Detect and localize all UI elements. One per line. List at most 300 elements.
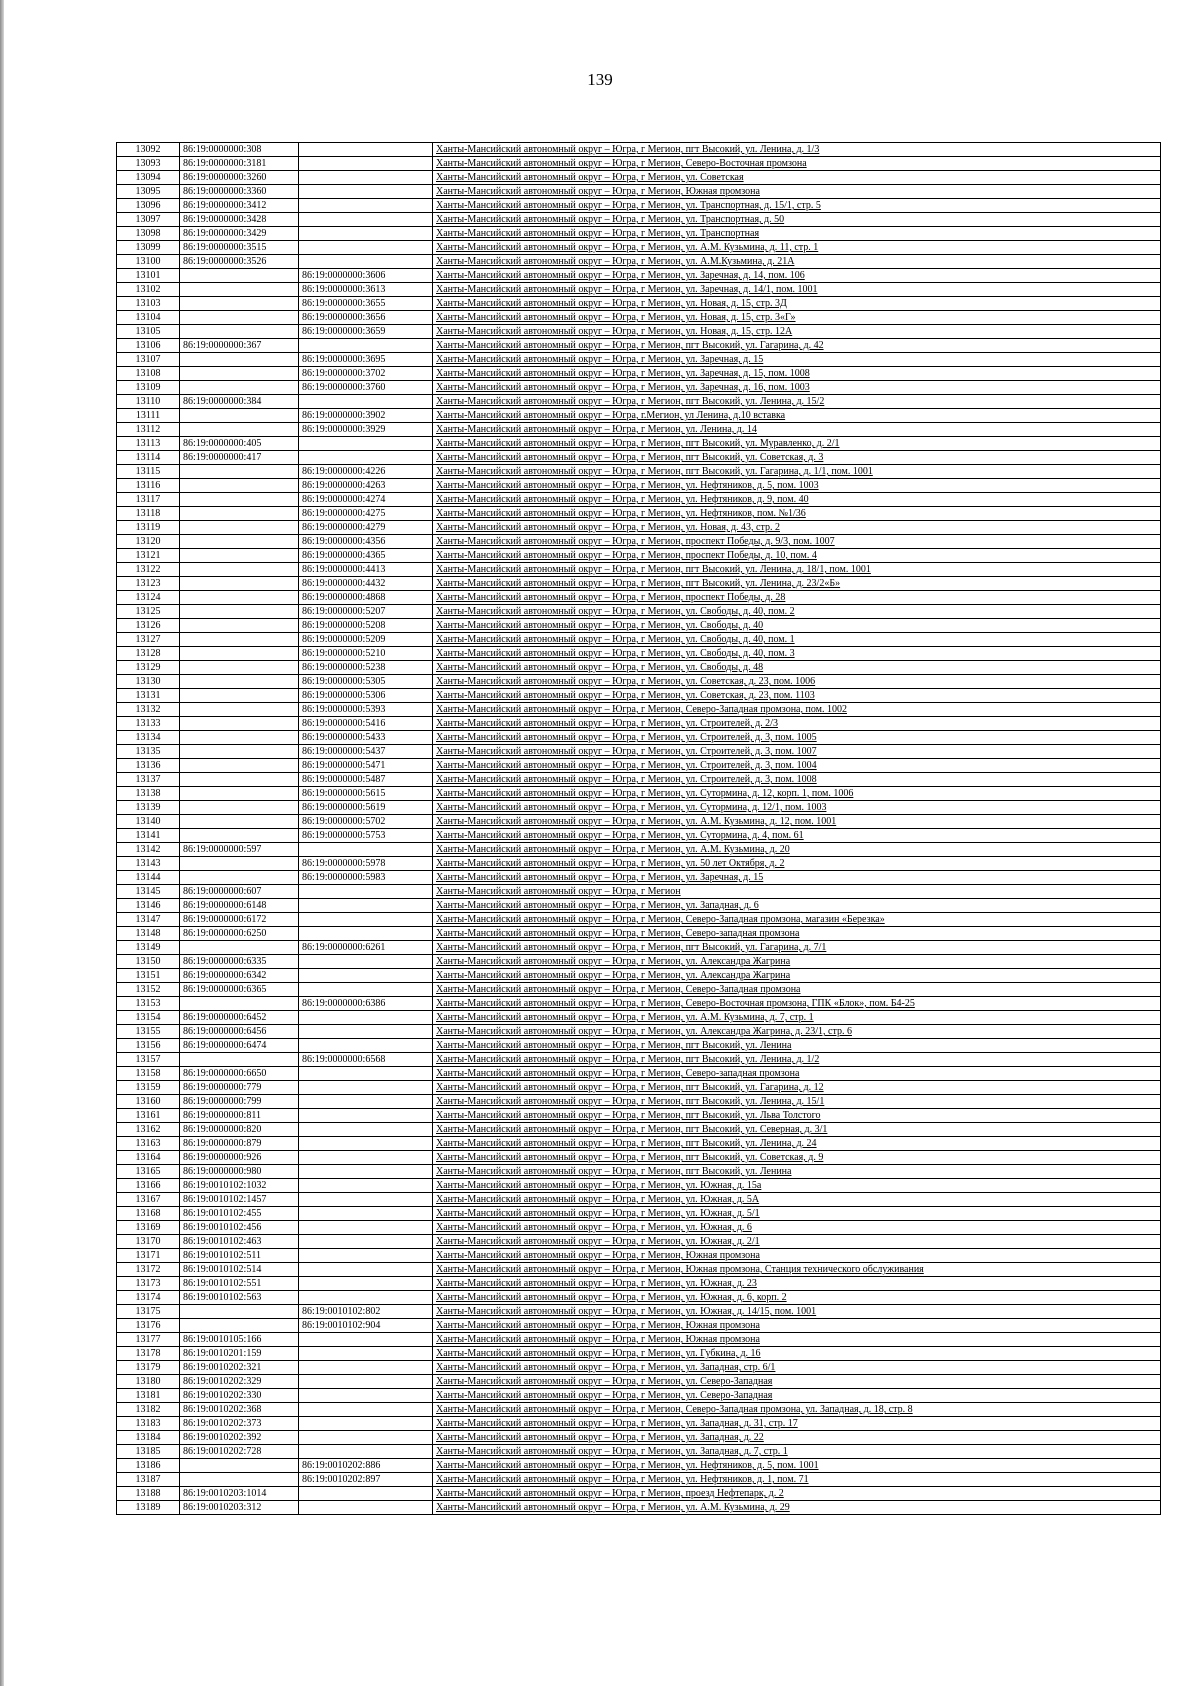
land-cadastral-number-cell [180, 577, 299, 591]
address-cell: Ханты-Мансийский автономный округ – Югра, г Мегион, ул. Транспортная [433, 227, 1161, 241]
row-number-cell: 13135 [117, 745, 180, 759]
table-row [117, 1179, 1161, 1193]
land-cadastral-number-cell [180, 675, 299, 689]
table-row [117, 367, 1161, 381]
table-row [117, 829, 1161, 843]
table-row [117, 1025, 1161, 1039]
table-row [117, 1361, 1161, 1375]
land-cadastral-number-cell: 86:19:0010102:455 [180, 1207, 299, 1221]
land-cadastral-number-cell: 86:19:0010203:312 [180, 1501, 299, 1515]
row-number-cell: 13127 [117, 633, 180, 647]
table-row [117, 647, 1161, 661]
address-cell: Ханты-Мансийский автономный округ – Югра, г Мегион, проспект Победы, д. 28 [433, 591, 1161, 605]
object-cadastral-number-cell [299, 255, 433, 269]
land-cadastral-number-cell: 86:19:0000000:6172 [180, 913, 299, 927]
table-row [117, 423, 1161, 437]
object-cadastral-number-cell [299, 1109, 433, 1123]
table-row [117, 1291, 1161, 1305]
address-cell: Ханты-Мансийский автономный округ – Югра, г Мегион, ул. Строителей, д. 3, пом. 1007 [433, 745, 1161, 759]
object-cadastral-number-cell: 86:19:0000000:4274 [299, 493, 433, 507]
table-row [117, 591, 1161, 605]
object-cadastral-number-cell: 86:19:0000000:3656 [299, 311, 433, 325]
object-cadastral-number-cell: 86:19:0000000:3902 [299, 409, 433, 423]
land-cadastral-number-cell [180, 311, 299, 325]
object-cadastral-number-cell: 86:19:0000000:6386 [299, 997, 433, 1011]
table-row [117, 1473, 1161, 1487]
object-cadastral-number-cell [299, 899, 433, 913]
object-cadastral-number-cell: 86:19:0000000:4263 [299, 479, 433, 493]
address-cell: Ханты-Мансийский автономный округ – Югра, г Мегион, ул. А.М. Кузьмина, д. 20 [433, 843, 1161, 857]
land-cadastral-number-cell: 86:19:0010202:368 [180, 1403, 299, 1417]
object-cadastral-number-cell: 86:19:0000000:4413 [299, 563, 433, 577]
row-number-cell: 13188 [117, 1487, 180, 1501]
object-cadastral-number-cell [299, 1347, 433, 1361]
table-row [117, 563, 1161, 577]
land-cadastral-number-cell: 86:19:0010102:463 [180, 1235, 299, 1249]
row-number-cell: 13112 [117, 423, 180, 437]
table-row [117, 311, 1161, 325]
row-number-cell: 13104 [117, 311, 180, 325]
address-cell: Ханты-Мансийский автономный округ – Югра, г Мегион, ул. Ленина, д. 14 [433, 423, 1161, 437]
row-number-cell: 13149 [117, 941, 180, 955]
object-cadastral-number-cell [299, 1417, 433, 1431]
object-cadastral-number-cell [299, 1207, 433, 1221]
address-cell: Ханты-Мансийский автономный округ – Югра, г.Мегион, ул Ленина, д.10 вставка [433, 409, 1161, 423]
object-cadastral-number-cell: 86:19:0000000:5983 [299, 871, 433, 885]
object-cadastral-number-cell [299, 1025, 433, 1039]
row-number-cell: 13147 [117, 913, 180, 927]
row-number-cell: 13163 [117, 1137, 180, 1151]
land-cadastral-number-cell: 86:19:0000000:3429 [180, 227, 299, 241]
table-row [117, 1431, 1161, 1445]
address-cell: Ханты-Мансийский автономный округ – Югра, г Мегион, ул. Александра Жагрина [433, 955, 1161, 969]
object-cadastral-number-cell [299, 983, 433, 997]
row-number-cell: 13131 [117, 689, 180, 703]
land-cadastral-number-cell: 86:19:0010202:330 [180, 1389, 299, 1403]
row-number-cell: 13124 [117, 591, 180, 605]
land-cadastral-number-cell [180, 815, 299, 829]
object-cadastral-number-cell [299, 157, 433, 171]
land-cadastral-number-cell: 86:19:0000000:3412 [180, 199, 299, 213]
object-cadastral-number-cell [299, 843, 433, 857]
address-cell: Ханты-Мансийский автономный округ – Югра, г Мегион, ул. 50 лет Октября, д. 2 [433, 857, 1161, 871]
address-cell: Ханты-Мансийский автономный округ – Югра, г Мегион, пгт Высокий, ул. Ленина, д. 18/1, пом. 1001 [433, 563, 1161, 577]
object-cadastral-number-cell [299, 955, 433, 969]
table-row [117, 381, 1161, 395]
address-cell: Ханты-Мансийский автономный округ – Югра, г Мегион, Северо-Восточная промзона, ГПК «Блок», пом. Б4-25 [433, 997, 1161, 1011]
row-number-cell: 13137 [117, 773, 180, 787]
table-row [117, 185, 1161, 199]
address-cell: Ханты-Мансийский автономный округ – Югра, г Мегион, пгт Высокий, ул. Льва Толстого [433, 1109, 1161, 1123]
row-number-cell: 13182 [117, 1403, 180, 1417]
row-number-cell: 13152 [117, 983, 180, 997]
address-cell: Ханты-Мансийский автономный округ – Югра, г Мегион, ул. Заречная, д. 15 [433, 353, 1161, 367]
row-number-cell: 13133 [117, 717, 180, 731]
address-cell: Ханты-Мансийский автономный округ – Югра, г Мегион, ул. Сутормина, д. 4, пом. 61 [433, 829, 1161, 843]
object-cadastral-number-cell [299, 1375, 433, 1389]
object-cadastral-number-cell: 86:19:0000000:5306 [299, 689, 433, 703]
table-row [117, 1403, 1161, 1417]
address-cell: Ханты-Мансийский автономный округ – Югра, г Мегион, ул. А.М. Кузьмина, д. 29 [433, 1501, 1161, 1515]
land-cadastral-number-cell [180, 829, 299, 843]
row-number-cell: 13184 [117, 1431, 180, 1445]
row-number-cell: 13169 [117, 1221, 180, 1235]
object-cadastral-number-cell [299, 1067, 433, 1081]
land-cadastral-number-cell: 86:19:0010202:321 [180, 1361, 299, 1375]
address-cell: Ханты-Мансийский автономный округ – Югра, г Мегион, Южная промзона [433, 1333, 1161, 1347]
table-row [117, 549, 1161, 563]
address-cell: Ханты-Мансийский автономный округ – Югра, г Мегион, Южная промзона [433, 1249, 1161, 1263]
address-cell: Ханты-Мансийский автономный округ – Югра, г Мегион, ул. Нефтяников, д. 5, пом. 1001 [433, 1459, 1161, 1473]
address-cell: Ханты-Мансийский автономный округ – Югра, г Мегион, проезд Нефтепарк, д. 2 [433, 1487, 1161, 1501]
address-cell: Ханты-Мансийский автономный округ – Югра, г Мегион, ул. Новая, д. 15, стр. 3«Г» [433, 311, 1161, 325]
land-cadastral-number-cell: 86:19:0000000:308 [180, 143, 299, 157]
land-cadastral-number-cell [180, 1053, 299, 1067]
address-cell: Ханты-Мансийский автономный округ – Югра, г Мегион, ул. Южная, д. 5А [433, 1193, 1161, 1207]
land-cadastral-number-cell: 86:19:0010102:511 [180, 1249, 299, 1263]
registry-table [116, 142, 1161, 1515]
table-row [117, 619, 1161, 633]
row-number-cell: 13139 [117, 801, 180, 815]
land-cadastral-number-cell [180, 1319, 299, 1333]
address-cell: Ханты-Мансийский автономный округ – Югра, г Мегион, ул. Северо-Западная [433, 1389, 1161, 1403]
address-cell: Ханты-Мансийский автономный округ – Югра, г Мегион, пгт Высокий, ул. Гагарина, д. 7/1 [433, 941, 1161, 955]
row-number-cell: 13178 [117, 1347, 180, 1361]
address-cell: Ханты-Мансийский автономный округ – Югра, г Мегион, ул. Заречная, д. 14/1, пом. 1001 [433, 283, 1161, 297]
table-row [117, 717, 1161, 731]
object-cadastral-number-cell: 86:19:0000000:5433 [299, 731, 433, 745]
land-cadastral-number-cell: 86:19:0000000:980 [180, 1165, 299, 1179]
address-cell: Ханты-Мансийский автономный округ – Югра, г Мегион, ул. Свободы, д. 40 [433, 619, 1161, 633]
land-cadastral-number-cell [180, 647, 299, 661]
land-cadastral-number-cell: 86:19:0000000:6650 [180, 1067, 299, 1081]
row-number-cell: 13176 [117, 1319, 180, 1333]
table-row [117, 1319, 1161, 1333]
address-cell: Ханты-Мансийский автономный округ – Югра, г Мегион, ул. Заречная, д. 16, пом. 1003 [433, 381, 1161, 395]
table-row [117, 661, 1161, 675]
table-row [117, 899, 1161, 913]
row-number-cell: 13171 [117, 1249, 180, 1263]
address-cell: Ханты-Мансийский автономный округ – Югра, г Мегион, ул. Южная, д. 2/1 [433, 1235, 1161, 1249]
object-cadastral-number-cell [299, 213, 433, 227]
object-cadastral-number-cell: 86:19:0000000:5393 [299, 703, 433, 717]
table-row [117, 1221, 1161, 1235]
object-cadastral-number-cell [299, 969, 433, 983]
object-cadastral-number-cell: 86:19:0000000:4356 [299, 535, 433, 549]
row-number-cell: 13151 [117, 969, 180, 983]
land-cadastral-number-cell [180, 689, 299, 703]
table-row [117, 325, 1161, 339]
table-row [117, 451, 1161, 465]
object-cadastral-number-cell [299, 395, 433, 409]
row-number-cell: 13186 [117, 1459, 180, 1473]
address-cell: Ханты-Мансийский автономный округ – Югра, г Мегион, ул. А.М. Кузьмина, д. 7, стр. 1 [433, 1011, 1161, 1025]
table-row [117, 521, 1161, 535]
row-number-cell: 13120 [117, 535, 180, 549]
table-row [117, 171, 1161, 185]
object-cadastral-number-cell: 86:19:0010202:886 [299, 1459, 433, 1473]
table-row [117, 1417, 1161, 1431]
table-row [117, 815, 1161, 829]
object-cadastral-number-cell: 86:19:0000000:3702 [299, 367, 433, 381]
object-cadastral-number-cell: 86:19:0000000:3760 [299, 381, 433, 395]
address-cell: Ханты-Мансийский автономный округ – Югра, г Мегион, ул. Александра Жагрина [433, 969, 1161, 983]
address-cell: Ханты-Мансийский автономный округ – Югра, г Мегион [433, 885, 1161, 899]
land-cadastral-number-cell: 86:19:0010102:456 [180, 1221, 299, 1235]
table-row [117, 969, 1161, 983]
table-row [117, 283, 1161, 297]
land-cadastral-number-cell: 86:19:0000000:6335 [180, 955, 299, 969]
table-row [117, 731, 1161, 745]
object-cadastral-number-cell: 86:19:0000000:5471 [299, 759, 433, 773]
row-number-cell: 13113 [117, 437, 180, 451]
object-cadastral-number-cell [299, 241, 433, 255]
row-number-cell: 13161 [117, 1109, 180, 1123]
land-cadastral-number-cell: 86:19:0000000:3515 [180, 241, 299, 255]
object-cadastral-number-cell: 86:19:0000000:4868 [299, 591, 433, 605]
land-cadastral-number-cell [180, 1473, 299, 1487]
address-cell: Ханты-Мансийский автономный округ – Югра, г Мегион, Северо-западная промзона [433, 927, 1161, 941]
row-number-cell: 13150 [117, 955, 180, 969]
land-cadastral-number-cell: 86:19:0010102:1457 [180, 1193, 299, 1207]
land-cadastral-number-cell: 86:19:0010105:166 [180, 1333, 299, 1347]
address-cell: Ханты-Мансийский автономный округ – Югра, г Мегион, ул. Западная, д. 7, стр. 1 [433, 1445, 1161, 1459]
table-row [117, 1095, 1161, 1109]
row-number-cell: 13130 [117, 675, 180, 689]
object-cadastral-number-cell [299, 927, 433, 941]
row-number-cell: 13100 [117, 255, 180, 269]
land-cadastral-number-cell: 86:19:0000000:3181 [180, 157, 299, 171]
address-cell: Ханты-Мансийский автономный округ – Югра, г Мегион, Северо-Западная промзона [433, 983, 1161, 997]
object-cadastral-number-cell: 86:19:0000000:4226 [299, 465, 433, 479]
table-row [117, 1207, 1161, 1221]
table-row [117, 745, 1161, 759]
object-cadastral-number-cell [299, 185, 433, 199]
object-cadastral-number-cell: 86:19:0000000:4275 [299, 507, 433, 521]
land-cadastral-number-cell [180, 521, 299, 535]
address-cell: Ханты-Мансийский автономный округ – Югра, г Мегион, ул. Строителей, д. 3, пом. 1004 [433, 759, 1161, 773]
row-number-cell: 13154 [117, 1011, 180, 1025]
row-number-cell: 13119 [117, 521, 180, 535]
table-row [117, 1459, 1161, 1473]
land-cadastral-number-cell [180, 703, 299, 717]
object-cadastral-number-cell [299, 1487, 433, 1501]
object-cadastral-number-cell: 86:19:0000000:4432 [299, 577, 433, 591]
row-number-cell: 13164 [117, 1151, 180, 1165]
land-cadastral-number-cell [180, 619, 299, 633]
table-row [117, 339, 1161, 353]
address-cell: Ханты-Мансийский автономный округ – Югра, г Мегион, ул. Западная, стр. 6/1 [433, 1361, 1161, 1375]
table-row [117, 913, 1161, 927]
row-number-cell: 13098 [117, 227, 180, 241]
land-cadastral-number-cell [180, 1459, 299, 1473]
object-cadastral-number-cell [299, 1221, 433, 1235]
address-cell: Ханты-Мансийский автономный округ – Югра, г Мегион, ул. Советская [433, 171, 1161, 185]
table-row [117, 1305, 1161, 1319]
table-row [117, 997, 1161, 1011]
address-cell: Ханты-Мансийский автономный округ – Югра, г Мегион, пгт Высокий, ул. Ленина, д. 23/2«Б» [433, 577, 1161, 591]
table-row [117, 871, 1161, 885]
row-number-cell: 13159 [117, 1081, 180, 1095]
land-cadastral-number-cell [180, 941, 299, 955]
land-cadastral-number-cell: 86:19:0000000:3428 [180, 213, 299, 227]
land-cadastral-number-cell [180, 997, 299, 1011]
address-cell: Ханты-Мансийский автономный округ – Югра, г Мегион, Северо-Западная промзона, магазин «Березка» [433, 913, 1161, 927]
land-cadastral-number-cell: 86:19:0000000:6148 [180, 899, 299, 913]
land-cadastral-number-cell [180, 283, 299, 297]
land-cadastral-number-cell [180, 1305, 299, 1319]
table-row [117, 213, 1161, 227]
address-cell: Ханты-Мансийский автономный округ – Югра, г Мегион, ул. Губкина, д. 16 [433, 1347, 1161, 1361]
table-row [117, 801, 1161, 815]
address-cell: Ханты-Мансийский автономный округ – Югра, г Мегион, пгт Высокий, ул. Ленина [433, 1165, 1161, 1179]
land-cadastral-number-cell [180, 801, 299, 815]
object-cadastral-number-cell: 86:19:0000000:5209 [299, 633, 433, 647]
address-cell: Ханты-Мансийский автономный округ – Югра, г Мегион, ул. А.М. Кузьмина, д. 12, пом. 1001 [433, 815, 1161, 829]
address-cell: Ханты-Мансийский автономный округ – Югра, г Мегион, пгт Высокий, ул. Муравленко, д. 2/1 [433, 437, 1161, 451]
land-cadastral-number-cell: 86:19:0000000:607 [180, 885, 299, 899]
table-row [117, 605, 1161, 619]
address-cell: Ханты-Мансийский автономный округ – Югра, г Мегион, ул. Сутормина, д. 12, корп. 1, пом. 1006 [433, 787, 1161, 801]
land-cadastral-number-cell: 86:19:0010202:329 [180, 1375, 299, 1389]
row-number-cell: 13143 [117, 857, 180, 871]
table-row [117, 1067, 1161, 1081]
land-cadastral-number-cell [180, 493, 299, 507]
object-cadastral-number-cell [299, 1011, 433, 1025]
row-number-cell: 13141 [117, 829, 180, 843]
row-number-cell: 13167 [117, 1193, 180, 1207]
address-cell: Ханты-Мансийский автономный округ – Югра, г Мегион, ул. Южная, д. 15а [433, 1179, 1161, 1193]
address-cell: Ханты-Мансийский автономный округ – Югра, г Мегион, Северо-Западная промзона, пом. 1002 [433, 703, 1161, 717]
land-cadastral-number-cell: 86:19:0000000:597 [180, 843, 299, 857]
row-number-cell: 13162 [117, 1123, 180, 1137]
row-number-cell: 13156 [117, 1039, 180, 1053]
land-cadastral-number-cell [180, 731, 299, 745]
row-number-cell: 13134 [117, 731, 180, 745]
table-row [117, 255, 1161, 269]
address-cell: Ханты-Мансийский автономный округ – Югра, г Мегион, Южная промзона [433, 1319, 1161, 1333]
row-number-cell: 13166 [117, 1179, 180, 1193]
address-cell: Ханты-Мансийский автономный округ – Югра, г Мегион, ул. Советская, д. 23, пом. 1006 [433, 675, 1161, 689]
object-cadastral-number-cell: 86:19:0000000:6568 [299, 1053, 433, 1067]
object-cadastral-number-cell: 86:19:0000000:3606 [299, 269, 433, 283]
table-row [117, 1053, 1161, 1067]
land-cadastral-number-cell: 86:19:0010102:1032 [180, 1179, 299, 1193]
row-number-cell: 13174 [117, 1291, 180, 1305]
object-cadastral-number-cell [299, 1277, 433, 1291]
address-cell: Ханты-Мансийский автономный округ – Югра, г Мегион, ул. Нефтяников, д. 5, пом. 1003 [433, 479, 1161, 493]
address-cell: Ханты-Мансийский автономный округ – Югра, г Мегион, ул. А.М.Кузьмина, д. 21А [433, 255, 1161, 269]
address-cell: Ханты-Мансийский автономный округ – Югра, г Мегион, проспект Победы, д. 9/3, пом. 1007 [433, 535, 1161, 549]
land-cadastral-number-cell: 86:19:0000000:6456 [180, 1025, 299, 1039]
address-cell: Ханты-Мансийский автономный округ – Югра, г Мегион, ул. Заречная, д. 14, пом. 106 [433, 269, 1161, 283]
row-number-cell: 13105 [117, 325, 180, 339]
land-cadastral-number-cell: 86:19:0000000:6474 [180, 1039, 299, 1053]
address-cell: Ханты-Мансийский автономный округ – Югра, г Мегион, ул. Свободы, д. 40, пом. 3 [433, 647, 1161, 661]
land-cadastral-number-cell [180, 563, 299, 577]
address-cell: Ханты-Мансийский автономный округ – Югра, г Мегион, пгт Высокий, ул. Гагарина, д. 42 [433, 339, 1161, 353]
land-cadastral-number-cell: 86:19:0000000:417 [180, 451, 299, 465]
row-number-cell: 13172 [117, 1263, 180, 1277]
row-number-cell: 13116 [117, 479, 180, 493]
address-cell: Ханты-Мансийский автономный округ – Югра, г Мегион, пгт Высокий, ул. Северная, д. 3/1 [433, 1123, 1161, 1137]
address-cell: Ханты-Мансийский автономный округ – Югра, г Мегион, ул. Западная, д. 31, стр. 17 [433, 1417, 1161, 1431]
address-cell: Ханты-Мансийский автономный округ – Югра, г Мегион, ул. Александра Жагрина, д. 23/1, стр. 6 [433, 1025, 1161, 1039]
address-cell: Ханты-Мансийский автономный округ – Югра, г Мегион, пгт Высокий, ул. Ленина, д. 15/2 [433, 395, 1161, 409]
table-row [117, 885, 1161, 899]
object-cadastral-number-cell [299, 1095, 433, 1109]
land-cadastral-number-cell [180, 717, 299, 731]
table-row [117, 633, 1161, 647]
address-cell: Ханты-Мансийский автономный округ – Югра, г Мегион, ул. Западная, д. 6 [433, 899, 1161, 913]
row-number-cell: 13140 [117, 815, 180, 829]
address-cell: Ханты-Мансийский автономный округ – Югра, г Мегион, ул. Новая, д. 15, стр. 3Д [433, 297, 1161, 311]
object-cadastral-number-cell [299, 1039, 433, 1053]
land-cadastral-number-cell [180, 507, 299, 521]
row-number-cell: 13179 [117, 1361, 180, 1375]
row-number-cell: 13187 [117, 1473, 180, 1487]
address-cell: Ханты-Мансийский автономный округ – Югра, г Мегион, пгт Высокий, ул. Гагарина, д. 12 [433, 1081, 1161, 1095]
table-row [117, 1347, 1161, 1361]
object-cadastral-number-cell: 86:19:0000000:5416 [299, 717, 433, 731]
object-cadastral-number-cell [299, 1179, 433, 1193]
land-cadastral-number-cell [180, 381, 299, 395]
table-row [117, 1011, 1161, 1025]
address-cell: Ханты-Мансийский автономный округ – Югра, г Мегион, ул. Заречная, д. 15 [433, 871, 1161, 885]
object-cadastral-number-cell: 86:19:0000000:5207 [299, 605, 433, 619]
address-cell: Ханты-Мансийский автономный округ – Югра, г Мегион, проспект Победы, д. 10, пом. 4 [433, 549, 1161, 563]
row-number-cell: 13103 [117, 297, 180, 311]
object-cadastral-number-cell: 86:19:0000000:5619 [299, 801, 433, 815]
address-cell: Ханты-Мансийский автономный округ – Югра, г Мегион, ул. А.М. Кузьмина, д. 11, стр. 1 [433, 241, 1161, 255]
object-cadastral-number-cell: 86:19:0000000:5702 [299, 815, 433, 829]
address-cell: Ханты-Мансийский автономный округ – Югра, г Мегион, ул. Строителей, д. 3, пом. 1005 [433, 731, 1161, 745]
row-number-cell: 13118 [117, 507, 180, 521]
land-cadastral-number-cell: 86:19:0000000:405 [180, 437, 299, 451]
address-cell: Ханты-Мансийский автономный округ – Югра, г Мегион, ул. Советская, д. 23, пом. 1103 [433, 689, 1161, 703]
land-cadastral-number-cell: 86:19:0000000:811 [180, 1109, 299, 1123]
row-number-cell: 13132 [117, 703, 180, 717]
land-cadastral-number-cell [180, 787, 299, 801]
object-cadastral-number-cell: 86:19:0000000:4365 [299, 549, 433, 563]
land-cadastral-number-cell: 86:19:0000000:779 [180, 1081, 299, 1095]
land-cadastral-number-cell [180, 409, 299, 423]
object-cadastral-number-cell [299, 1165, 433, 1179]
row-number-cell: 13126 [117, 619, 180, 633]
address-cell: Ханты-Мансийский автономный округ – Югра, г Мегион, пгт Высокий, ул. Ленина, д. 1/2 [433, 1053, 1161, 1067]
land-cadastral-number-cell: 86:19:0010102:514 [180, 1263, 299, 1277]
address-cell: Ханты-Мансийский автономный округ – Югра, г Мегион, ул. Нефтяников, д. 9, пом. 40 [433, 493, 1161, 507]
table-row [117, 409, 1161, 423]
land-cadastral-number-cell: 86:19:0000000:3360 [180, 185, 299, 199]
row-number-cell: 13129 [117, 661, 180, 675]
object-cadastral-number-cell: 86:19:0000000:3659 [299, 325, 433, 339]
table-row [117, 437, 1161, 451]
object-cadastral-number-cell [299, 1151, 433, 1165]
address-cell: Ханты-Мансийский автономный округ – Югра, г Мегион, пгт Высокий, ул. Ленина, д. 24 [433, 1137, 1161, 1151]
table-row [117, 269, 1161, 283]
object-cadastral-number-cell [299, 1081, 433, 1095]
object-cadastral-number-cell: 86:19:0000000:3613 [299, 283, 433, 297]
object-cadastral-number-cell: 86:19:0000000:5210 [299, 647, 433, 661]
land-cadastral-number-cell [180, 269, 299, 283]
object-cadastral-number-cell: 86:19:0000000:3929 [299, 423, 433, 437]
row-number-cell: 13185 [117, 1445, 180, 1459]
row-number-cell: 13168 [117, 1207, 180, 1221]
row-number-cell: 13170 [117, 1235, 180, 1249]
row-number-cell: 13183 [117, 1417, 180, 1431]
object-cadastral-number-cell: 86:19:0000000:5753 [299, 829, 433, 843]
